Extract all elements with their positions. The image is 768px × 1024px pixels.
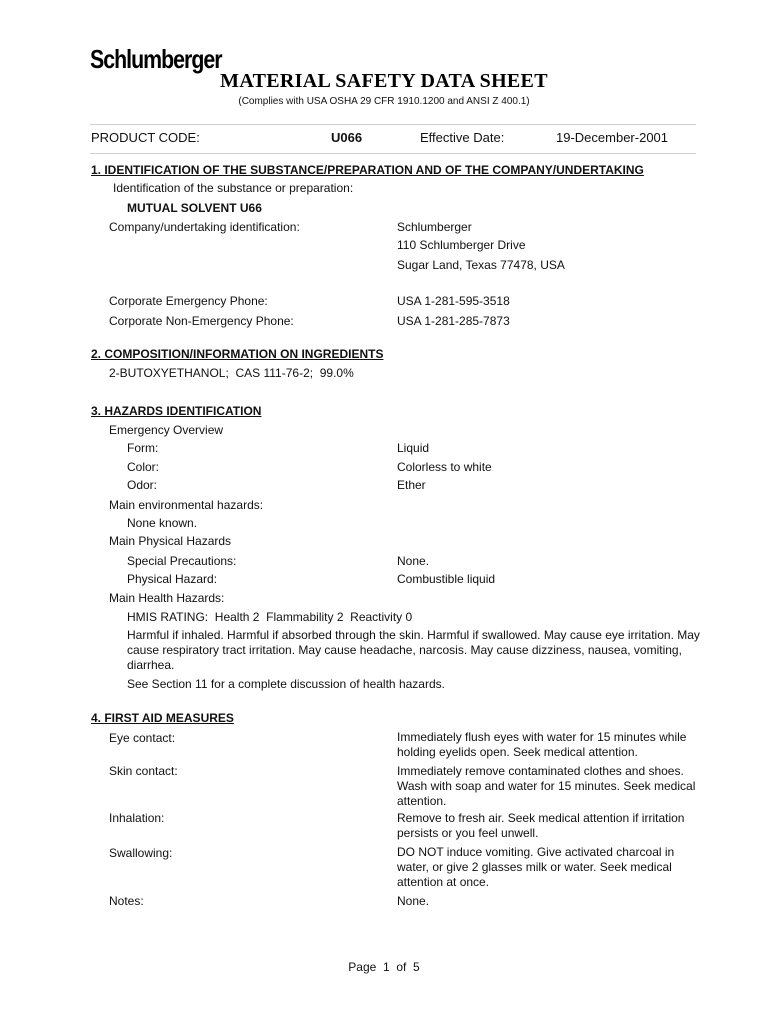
section-4-heading: 4. FIRST AID MEASURES: [91, 711, 234, 725]
physical-hazards-label: Main Physical Hazards: [109, 534, 232, 548]
skin-contact-value: Immediately remove contaminated clothes and shoes. Wash with soap and water for 15 minutes. Seek medical attention.: [397, 764, 696, 808]
company-label: Company/undertaking identification:: [109, 220, 300, 234]
see-section-note: See Section 11 for a complete discussion of health hazards.: [127, 677, 445, 691]
physical-hazard-label: Physical Hazard:: [127, 572, 218, 586]
hmis-rating: HMIS RATING: Health 2 Flammability 2 Reactivity 0: [127, 610, 413, 624]
company-logo: Schlumberger: [90, 44, 222, 74]
nonemergency-phone-label: Corporate Non-Emergency Phone:: [109, 314, 294, 328]
odor-value: Ether: [397, 478, 426, 492]
inhalation-label: Inhalation:: [109, 811, 165, 825]
form-label: Form:: [127, 441, 159, 455]
header-rule-bottom: [90, 153, 696, 154]
header-rule-top: [90, 124, 696, 125]
notes-label: Notes:: [109, 894, 144, 908]
company-name: Schlumberger: [397, 220, 472, 234]
eye-contact-label: Eye contact:: [109, 731, 176, 745]
physical-hazard-value: Combustible liquid: [397, 572, 496, 586]
product-name: MUTUAL SOLVENT U66: [127, 201, 262, 215]
ingredient-line: 2-BUTOXYETHANOL; CAS 111-76-2; 99.0%: [109, 366, 354, 380]
form-value: Liquid: [397, 441, 430, 455]
special-precautions-value: None.: [397, 554, 430, 568]
section-2-heading: 2. COMPOSITION/INFORMATION ON INGREDIENTS: [91, 347, 384, 361]
emergency-phone-value: USA 1-281-595-3518: [397, 294, 510, 308]
health-hazards-label: Main Health Hazards:: [109, 591, 225, 605]
product-code-label: PRODUCT CODE:: [91, 130, 200, 145]
swallowing-value: DO NOT induce vomiting. Give activated charcoal in water, or give 2 glasses milk or water. Seek medical attention at once.: [397, 845, 675, 889]
skin-contact-label: Skin contact:: [109, 764, 178, 778]
emergency-overview-label: Emergency Overview: [109, 423, 224, 437]
nonemergency-phone-value: USA 1-281-285-7873: [397, 314, 510, 328]
document-title: MATERIAL SAFETY DATA SHEET: [220, 70, 548, 92]
environmental-hazards-label: Main environmental hazards:: [109, 498, 264, 512]
color-label: Color:: [127, 460, 160, 474]
notes-value: None.: [397, 894, 430, 908]
company-address-line-1: 110 Schlumberger Drive: [397, 238, 526, 252]
environmental-hazards-value: None known.: [127, 516, 198, 530]
inhalation-value: Remove to fresh air. Seek medical attention if irritation persists or you feel unwell.: [397, 811, 685, 840]
identification-label: Identification of the substance or preparation:: [113, 181, 354, 195]
special-precautions-label: Special Precautions:: [127, 554, 237, 568]
effective-date-value: 19-December-2001: [556, 130, 669, 145]
swallowing-label: Swallowing:: [109, 846, 173, 860]
eye-contact-value: Immediately flush eyes with water for 15 minutes while holding eyelids open. Seek medical attention.: [397, 730, 687, 759]
health-hazards-text: Harmful if inhaled. Harmful if absorbed through the skin. Harmful if swallowed. May cause eye irritation. May cause respiratory tract irritation. May cause headache, narcosis. May cause dizziness, nausea, vomiting, diarrhea.: [127, 628, 700, 672]
company-address-line-2: Sugar Land, Texas 77478, USA: [397, 258, 565, 272]
section-1-heading: 1. IDENTIFICATION OF THE SUBSTANCE/PREPARATION AND OF THE COMPANY/UNDERTAKING: [91, 163, 644, 177]
effective-date-label: Effective Date:: [420, 130, 505, 145]
page-number: Page 1 of 5: [348, 960, 420, 974]
product-code-value: U066: [331, 130, 363, 145]
document-subtitle: (Complies with USA OSHA 29 CFR 1910.1200 and ANSI Z 400.1): [238, 96, 530, 107]
odor-label: Odor:: [127, 478, 158, 492]
emergency-phone-label: Corporate Emergency Phone:: [109, 294, 268, 308]
color-value: Colorless to white: [397, 460, 492, 474]
section-3-heading: 3. HAZARDS IDENTIFICATION: [91, 404, 262, 418]
